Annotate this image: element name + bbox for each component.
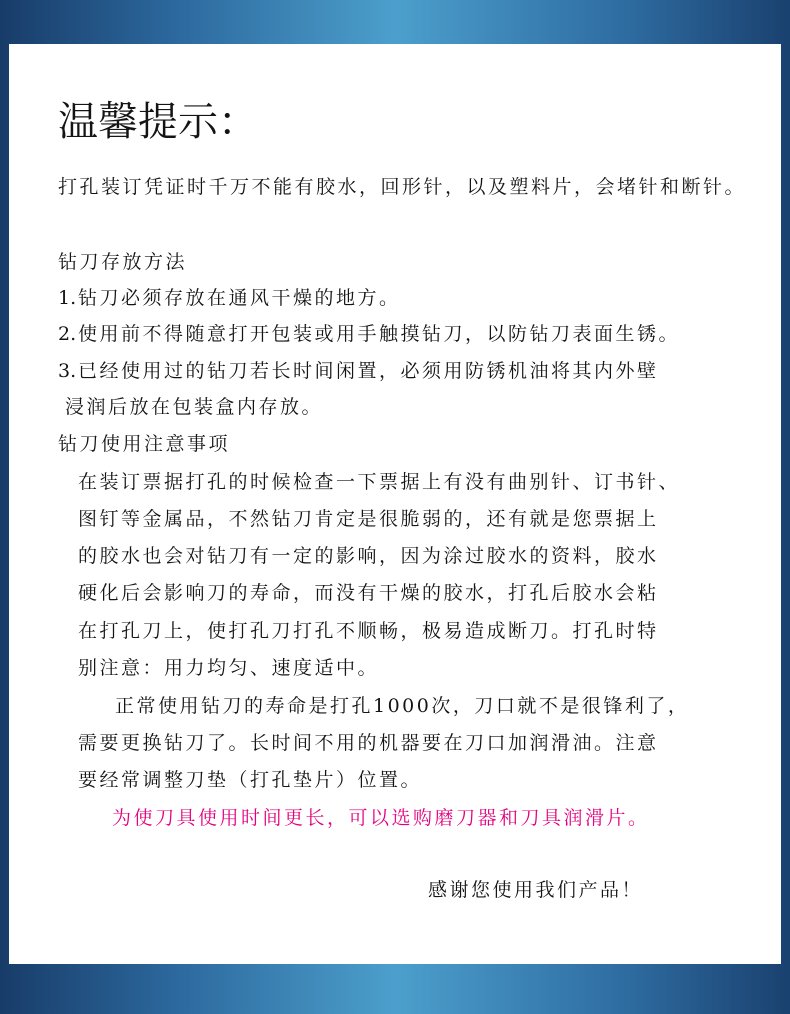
storage-heading: 钻刀存放方法 xyxy=(58,251,188,273)
storage-item-3-text: 已经使用过的钻刀若长时间闲置，必须用防锈机油将其内外壁 xyxy=(78,360,659,382)
storage-item-3 xyxy=(58,358,659,384)
storage-item-1-text: 钻刀必须存放在通风干燥的地方。 xyxy=(78,287,401,309)
storage-item-3-number: 3. xyxy=(58,360,77,382)
notice-intro: 打孔装订凭证时千万不能有胶水，回形针，以及塑料片，会堵针和断针。 xyxy=(58,176,747,198)
notice-title: 温馨提示： xyxy=(58,99,258,145)
purchase-tip: 为使刀具使用时间更长，可以选购磨刀器和刀具润滑片。 xyxy=(112,807,650,829)
storage-item-1-number: 1. xyxy=(58,287,77,309)
usage-paragraph-1-line-6: 别注意：用力均匀、速度适中。 xyxy=(78,657,380,679)
storage-item-2-text: 使用前不得随意打开包装或用手触摸钻刀，以防钻刀表面生锈。 xyxy=(78,323,681,345)
usage-paragraph-1-line-2: 图钉等金属品，不然钻刀肯定是很脆弱的，还有就是您票据上 xyxy=(78,508,659,530)
usage-paragraph-2-line-3: 要经常调整刀垫（打孔垫片）位置。 xyxy=(78,769,423,791)
storage-item-3-continuation: 浸润后放在包装盒内存放。 xyxy=(65,396,324,418)
usage-paragraph-1-line-4: 硬化后会影响刀的寿命，而没有干燥的胶水，打孔后胶水会粘 xyxy=(78,582,659,604)
storage-item-2 xyxy=(58,321,680,347)
usage-heading: 钻刀使用注意事项 xyxy=(58,433,231,455)
usage-paragraph-1-line-1: 在装订票据打孔的时候检查一下票据上有没有曲别针、订书针、 xyxy=(78,471,681,493)
thanks-message: 感谢您使用我们产品！ xyxy=(428,879,644,901)
storage-item-1 xyxy=(58,285,401,311)
usage-paragraph-2-line-2: 需要更换钻刀了。长时间不用的机器要在刀口加润滑油。注意 xyxy=(78,732,659,754)
usage-paragraph-1-line-3: 的胶水也会对钻刀有一定的影响，因为涂过胶水的资料，胶水 xyxy=(78,545,659,567)
usage-paragraph-2-line-1: 正常使用钻刀的寿命是打孔1000次，刀口就不是很锋利了， xyxy=(115,695,690,717)
usage-paragraph-1-line-5: 在打孔刀上，使打孔刀打孔不顺畅，极易造成断刀。打孔时特 xyxy=(78,620,659,642)
storage-item-2-number: 2. xyxy=(58,323,77,345)
